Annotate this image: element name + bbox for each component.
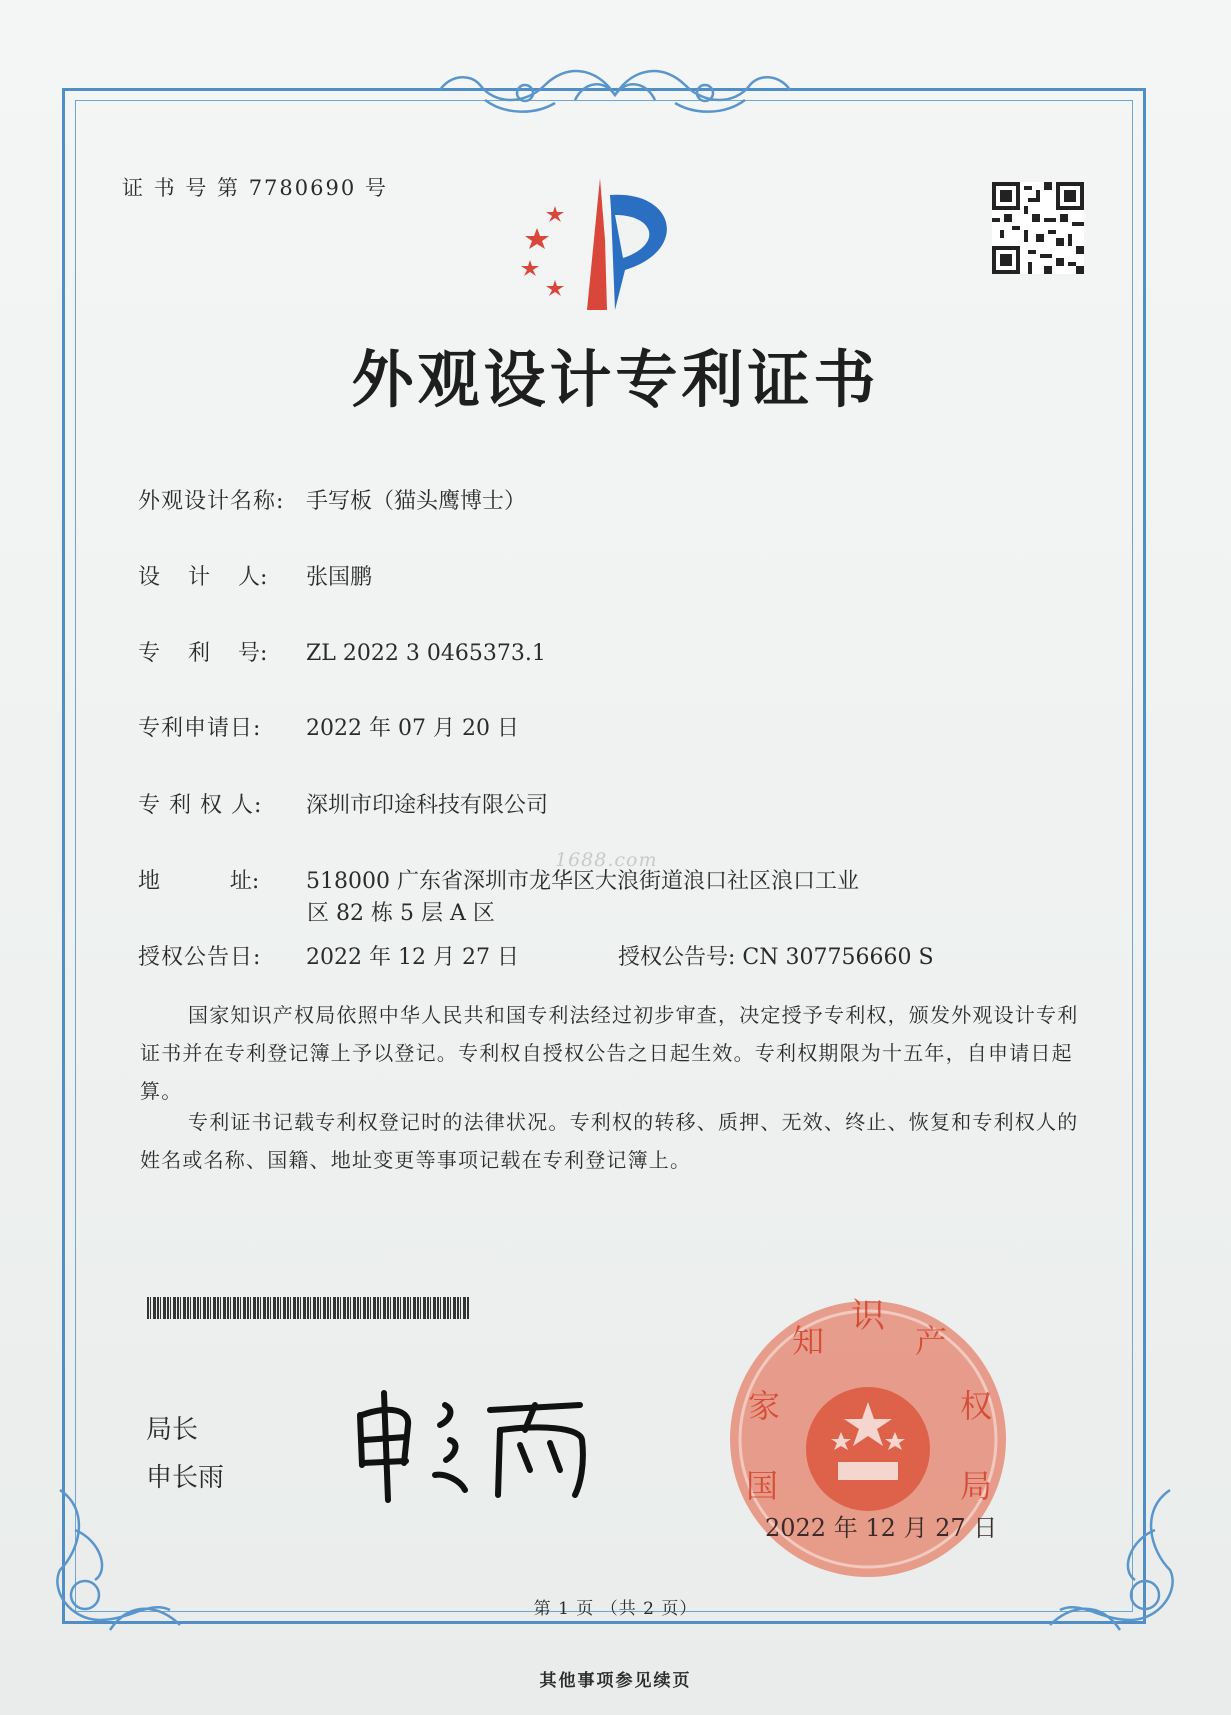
seal-text-4: 产 — [914, 1322, 948, 1360]
grant-pub-number-row — [618, 940, 934, 971]
patentee-label: 专 利 权 人: — [138, 793, 263, 818]
director-name: 申长雨 — [146, 1463, 225, 1493]
qr-code — [992, 182, 1084, 274]
address-label: 地 址: — [138, 869, 260, 894]
certificate-number: 证 书 号 第 7780690 号 — [122, 176, 388, 200]
designer-value: 张国鹏 — [306, 565, 373, 590]
grant-date-value: 2022 年 12 月 27 日 — [306, 945, 519, 970]
page-number: 第 1 页 （共 2 页） — [533, 1599, 698, 1619]
body-paragraph-1: 国家知识产权局依照中华人民共和国专利法经过初步审查，决定授予专利权，颁发外观设计专利证书并在专利登记簿上予以登记。专利权自授权公告之日起生效。专利权期限为十五年，自申请日起算。 — [140, 1003, 1079, 1103]
address-value-line1: 518000 广东省深圳市龙华区大浪街道浪口社区浪口工业 — [306, 869, 859, 894]
body-paragraph-2: 专利证书记载专利权登记时的法律状况。专利权的转移、质押、无效、终止、恢复和专利权人的姓名或名称、国籍、地址变更等事项记载在专利登记簿上。 — [140, 1110, 1079, 1172]
seal-text-5: 权 — [959, 1387, 993, 1425]
barcode — [147, 1297, 470, 1319]
grant-date-label: 授权公告日: — [138, 945, 262, 970]
director-title: 局长 — [146, 1415, 199, 1445]
seal-text-0: 国 — [745, 1467, 779, 1505]
seal-text-2: 知 — [791, 1322, 825, 1360]
footer-note: 其他事项参见续页 — [539, 1671, 692, 1691]
director-signature — [350, 1385, 630, 1505]
patent-number-row — [138, 636, 546, 667]
patent-office-logo — [515, 170, 695, 320]
patentee-value: 深圳市印途科技有限公司 — [306, 793, 549, 818]
designer-row — [138, 560, 372, 591]
design-name-row — [138, 484, 526, 515]
filing-date-row — [138, 711, 519, 742]
grant-date-row — [138, 940, 519, 971]
top-ornament — [425, 55, 805, 125]
address-value-line2: 区 82 栋 5 层 A 区 — [307, 901, 495, 926]
patent-number-label: 专 利 号: — [138, 641, 268, 666]
design-name-label: 外观设计名称: — [138, 489, 285, 514]
filing-date-value: 2022 年 07 月 20 日 — [306, 716, 519, 741]
patent-number-value: ZL 2022 3 0465373.1 — [306, 641, 546, 666]
watermark: 1688.com — [555, 849, 658, 871]
seal-text-top: 识 — [851, 1297, 885, 1336]
grant-pub-number-value: CN 307756660 S — [742, 945, 934, 970]
seal-date: 2022 年 12 月 27 日 — [765, 1514, 998, 1542]
seal-text-1: 家 — [747, 1387, 781, 1425]
designer-label: 设 计 人: — [138, 565, 268, 590]
filing-date-label: 专利申请日: — [138, 716, 262, 741]
address-row — [138, 864, 859, 895]
design-name-value: 手写板（猫头鹰博士） — [306, 489, 527, 514]
grant-pub-number-label: 授权公告号: — [618, 945, 736, 970]
seal-text-6: 局 — [959, 1467, 993, 1505]
patentee-row — [138, 788, 548, 819]
certificate-title: 外观设计专利证书 — [351, 343, 880, 416]
